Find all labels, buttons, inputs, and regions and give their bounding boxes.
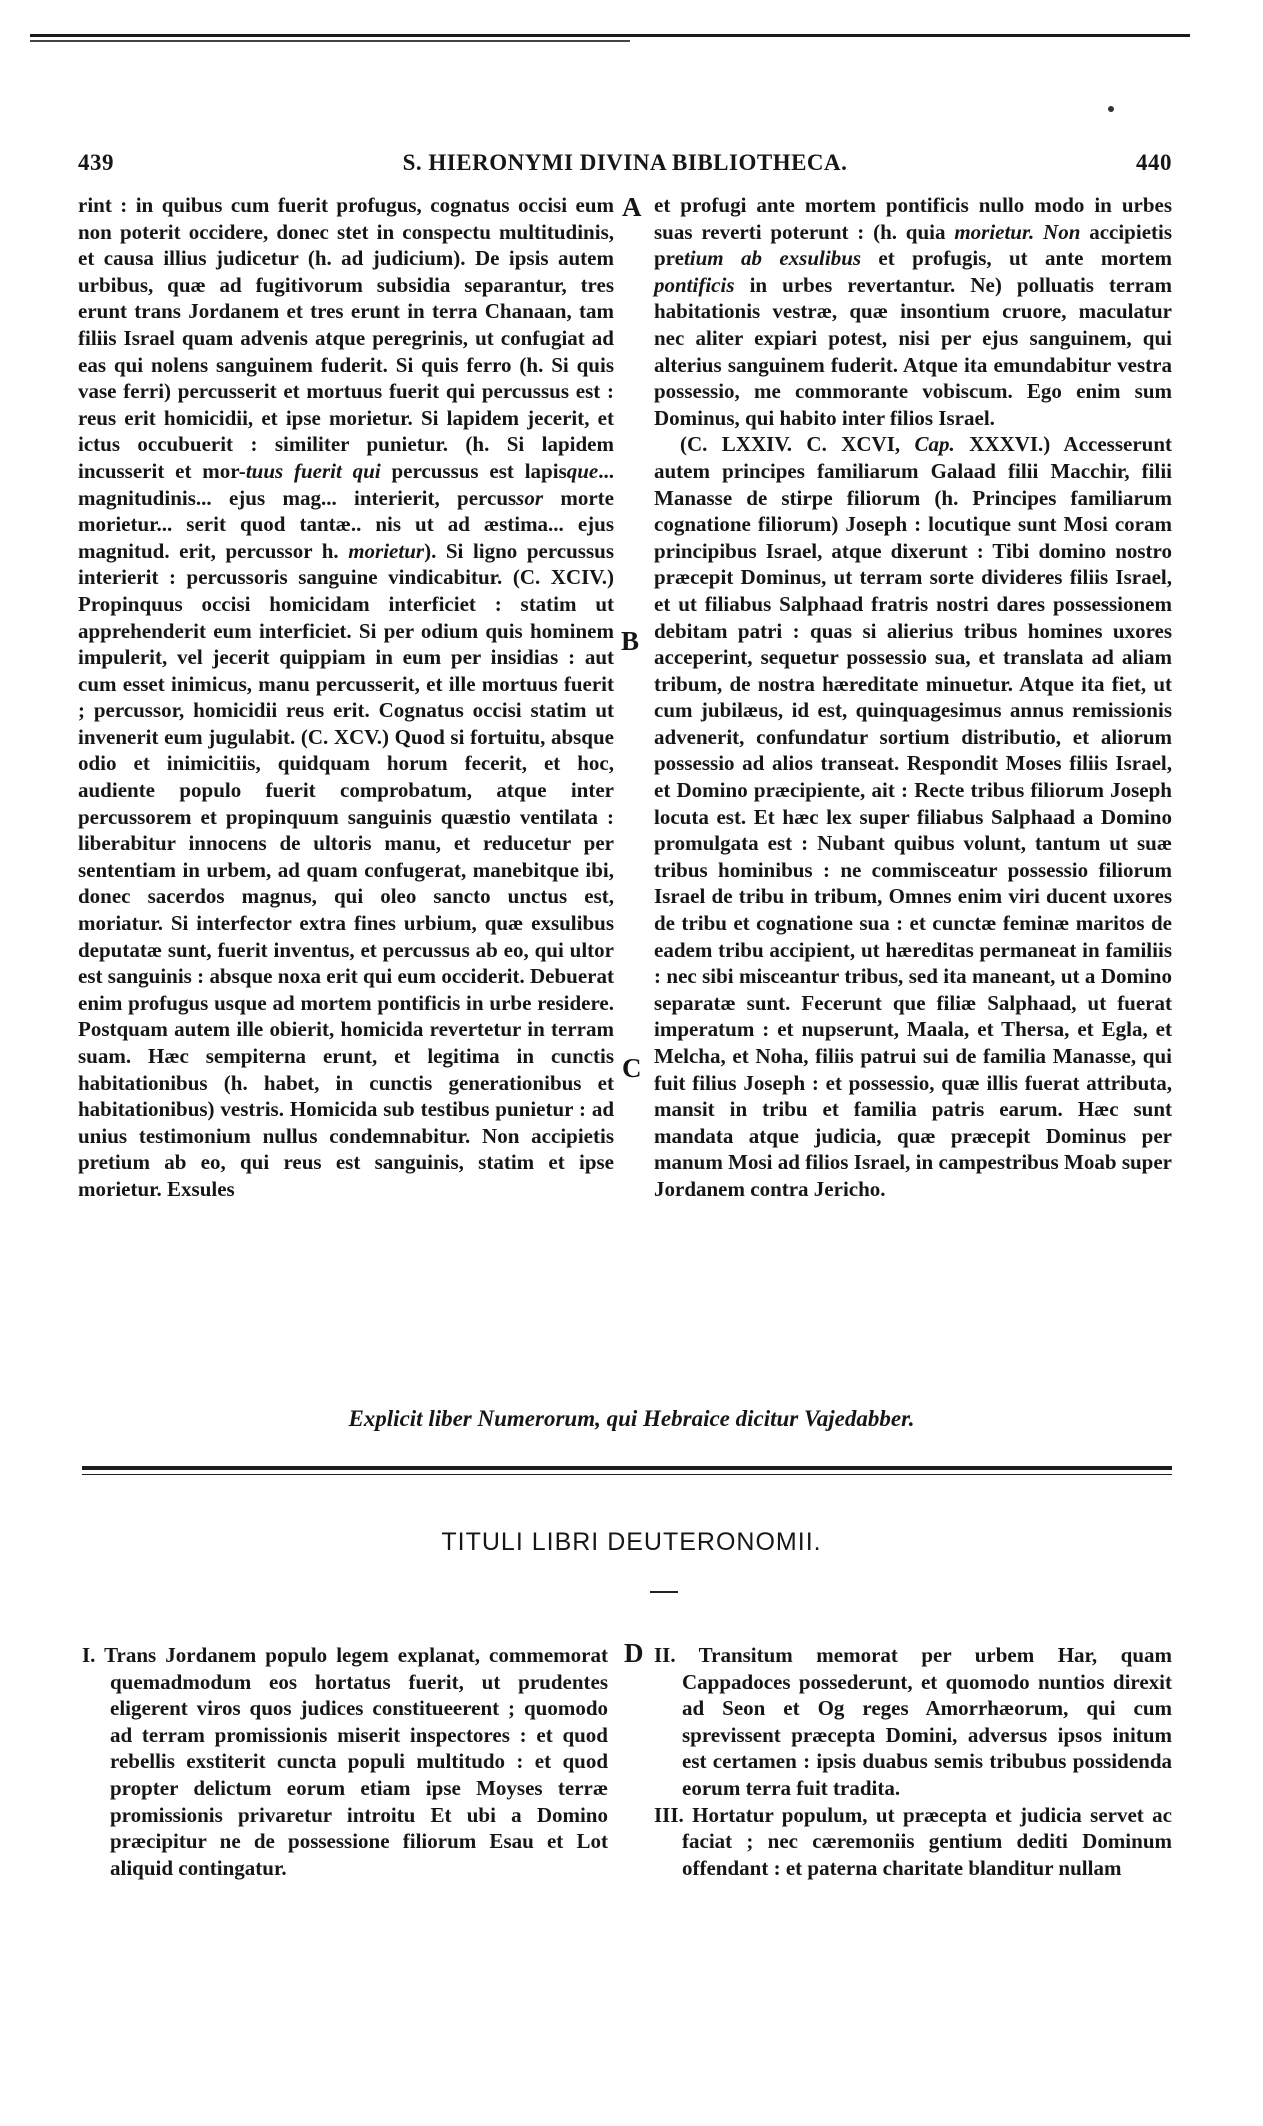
margin-marker-a: A <box>622 192 642 222</box>
titulus-item-2: II. Transitum memorat per urbem Har, quam Cappadoces possederunt, et quomodo nuntios direxit ad Seon et Og reges Amorrhæorum, qui cum sprevissent præcepta Domini, adversus ipsos initum est certamen : ipsis duabus semis tribubus possidenda eorum terra fuit tradita. <box>654 1643 1172 1800</box>
italic-run: Cap. <box>914 432 955 457</box>
page-number-right: 440 <box>1136 150 1172 175</box>
left-text-column <box>78 192 614 1203</box>
title-dash <box>650 1591 678 1593</box>
italic-run: sor <box>516 485 544 510</box>
margin-marker-b: B <box>621 626 640 656</box>
running-header <box>78 150 1172 184</box>
top-border-rule <box>30 34 1190 37</box>
italic-run: morietur <box>348 538 425 563</box>
right-text-column <box>654 192 1172 1203</box>
tituli-right-column <box>654 1642 1172 1881</box>
text-run: et profugi ante mortem pontificis nullo modo in urbes suas reverti poterunt : (h. quia <box>654 193 1172 244</box>
titulus-item-3: III. Hortatur populum, ut præcepta et judicia servet ac faciat ; nec cæremoniis gentium dediti Dominum offendant : et paterna charitate blanditur nullam <box>654 1802 1172 1880</box>
text-run: percussus est lapis <box>380 458 567 483</box>
text-run: accipietis pre <box>654 219 1173 271</box>
paragraph <box>654 192 1172 431</box>
paragraph <box>654 431 1172 1202</box>
italic-run: que <box>566 458 599 483</box>
text-run: et profugis, ut ante mortem <box>861 246 1172 271</box>
italic-run: morietur. Non <box>954 219 1081 244</box>
text-run: morte morietur... serit quod tantæ.. nis ut ad æstima... ejus magnitud. erit, percussor h. <box>78 485 614 563</box>
explicit-colophon: Explicit liber Numerorum, qui Hebraice dicitur Vajedabber. <box>348 1406 915 1431</box>
italic-run: tuus fuerit qui <box>245 458 381 483</box>
section-divider-thin <box>82 1474 1172 1475</box>
text-run: XXXVI.) Accesserunt autem principes familiarum Galaad filii Macchir, filii Manasse de stirpe filiorum (h. Principes familiarum cognatione filiorum) Joseph : locutique sunt Mosi coram principibus Israel, atque dixerunt : Tibi domino nostro præcepit Dominus, ut terram sorte divideres filiis Israel, et ut filiabus Salphaad fratris nostri dares possessionem debitam patri : quas si alierius tribus homines uxores acceperint, sequetur possessio sua, et translata ad aliam tribum, de nostra hæreditate minuetur. Atque ita fiet, ut cum jubilæus, id est, quinquagesimus annus remissionis advenerit, confundatur sortium distributio, et aliorum possessio ad alios transeat. Respondit Moses filiis Israel, et Domino præcipiente, ait : Recte tribus filiorum Joseph locuta est. Et hæc lex super filiabus Salphaad a Domino promulgata est : Nubant quibus volunt, tantum ut suæ tribus hominibus : ne commisceatur possessio filiorum Israel de tribu in tribum, Omnes enim viri ducent uxores de tribu et cognatione sua : et cunctæ feminæ maritos de eadem tribu accipient, ut hæreditas permaneat in familiis : nec sibi misceantur tribus, sed ita maneant, ut a Domino separatæ sunt. Fecerunt que filiæ Salphaad, ut fuerat imperatum : et nupserunt, Maala, et Thersa, et Egla, et Melcha, et Noha, filiis patrui sui de familia Manasse, qui fuit filius Joseph : et possessio, quæ illis fuerat attributa, mansit in tribu et familia patris earum. Hæc sunt mandata atque judicia, quæ præcepit Dominus per manum Mosi ad filios Israel, in campestribus Moab super Jordanem contra Jericho. <box>654 432 1172 1201</box>
margin-marker-d: D <box>624 1638 644 1668</box>
page-number-left: 439 <box>78 150 114 175</box>
paragraph <box>78 192 614 1203</box>
text-run: (C. LXXIV. C. XCVI, <box>680 432 915 457</box>
section-divider-thick <box>82 1466 1172 1470</box>
top-border-rule-secondary <box>30 40 630 42</box>
tituli-left-column <box>82 1642 608 1881</box>
margin-marker-c: C <box>622 1053 642 1083</box>
text-run: in urbes revertantur. Ne) polluatis terram habitationis vestræ, quæ insontium cruore, maculatur nec aliter expiari potest, nisi per ejus sanguinem, qui alterius sanguinem fuderit. Atque ita emundabitur vestra possessio, me commorante vobiscum. Ego enim sum Dominus, qui habito inter filios Israel. <box>654 272 1172 430</box>
titulus-item-1: I. Trans Jordanem populo legem explanat, commemorat quemadmodum eos hortatus fuerit, ut prudentes eligerent viros quos judices constitueerent ; quomodo ad terram promissionis miserit inspectores : et quod rebellis exstiterit cuncta populi multitudo : et quod propter delictum eorum etiam ipse Moyses terræ promissionis privaretur introitu Et ubi a Domino præcipitur ne de possessione filiorum Esau et Lot aliquid contingatur. <box>82 1643 608 1880</box>
italic-run: tium ab exsulibus <box>683 246 862 271</box>
ink-speck <box>1108 106 1114 112</box>
running-title: S. HIERONYMI DIVINA BIBLIOTHECA. <box>402 150 848 175</box>
text-run: rint : in quibus cum fuerit profugus, cognatus occisi eum non poterit occidere, donec stet in conspectu multitudinis, et causa illius judicetur (h. ad judicium). De ipsis autem urbibus, quæ ad fugitivorum subsidia separantur, tres erunt trans Jordanem et tres erunt in terra Chanaan, tam filiis Israel quam advenis atque peregrinis, ut confugiat ad eas qui nolens sanguinem fuderit. Si quis ferro (h. Si quis vase ferri) percusserit et mortuus fuerit qui percussus est : reus erit homicidii, et ipse morietur. Si lapidem jecerit, et ictus occubuerit : similiter punietur. (h. Si lapidem incusserit et mor- <box>78 193 614 483</box>
italic-run: pontificis <box>654 272 735 297</box>
section-title: TITULI LIBRI DEUTERONOMII. <box>441 1528 822 1556</box>
text-run: ... magnitudinis... ejus mag... interierit, percus <box>78 458 614 510</box>
text-run: ). Si ligno percussus interierit : percussoris sanguine vindicabitur. (C. XCIV.) Propinquus occisi homicidam interficiet : statim ut apprehenderit eum interficiet. Si per odium quis hominem impulerit, vel jecerit quippiam in eum per insidias : aut cum esset inimicus, manu percusserit, et ille mortuus fuerit ; percussor, homicidii reus erit. Cognatus occisi statim ut invenerit eum jugulabit. (C. XCV.) Quod si fortuitu, absque odio et inimicitiis, quidquam horum fecerit, et hoc, audiente populo fuerit comprobatum, atque inter percussorem et propinquum sanguinis quæstio ventilata : liberabitur innocens de ultoris manu, et reducetur per sententiam in urbem, ad quam confugerat, manebitque ibi, donec sacerdos magnus, qui oleo sancto unctus est, moriatur. Si interfector extra fines urbium, quæ exsulibus deputatæ sunt, fuerit inventus, et percussus ab eo, qui ultor est sanguinis : absque noxa erit qui eum occiderit. Debuerat enim profugus usque ad mortem pontificis in urbe residere. Postquam autem ille obierit, homicida revertetur in terram suam. Hæc sempiterna erunt, et legitima in cunctis habitationibus (h. habet, in cunctis generationibus et habitationibus) vestris. Homicida sub testibus punietur : ad unius testimonium nullus condemnabitur. Non accipietis pretium ab eo, qui reus est sanguinis, statim et ipse morietur. Exsules <box>78 538 614 1201</box>
